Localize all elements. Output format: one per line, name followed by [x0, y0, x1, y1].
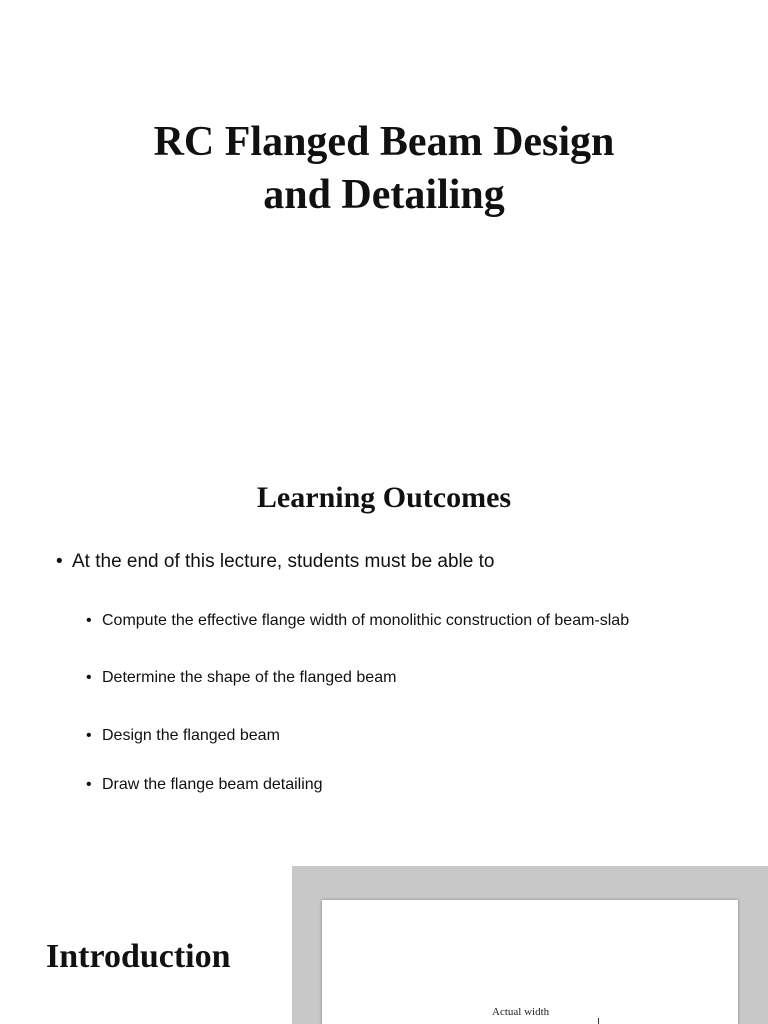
introduction-heading: Introduction [46, 938, 231, 975]
dimension-tick [598, 1018, 599, 1024]
lead-bullet [56, 550, 494, 574]
outcome-item [86, 725, 280, 747]
title-line-1: RC Flanged Beam Design [153, 119, 615, 165]
figure-label: Actual width [492, 1006, 550, 1018]
bullet-icon: • [56, 551, 63, 572]
bullet-icon: • [86, 776, 92, 793]
outcome-text: Design the flanged beam [102, 727, 280, 744]
bullet-icon: • [86, 669, 92, 686]
outcome-item [86, 610, 629, 632]
figure-paper [322, 900, 738, 1024]
lead-text: At the end of this lecture, students must be able to [72, 551, 495, 572]
bullet-icon: • [86, 612, 92, 629]
learning-outcomes-slide [0, 430, 768, 860]
outcome-text: Determine the shape of the flanged beam [102, 669, 397, 686]
outcome-text: Compute the effective flange width of monolithic construction of beam-slab [102, 612, 630, 629]
bullet-icon: • [86, 727, 92, 744]
figure-image [292, 866, 768, 1024]
presentation-title [0, 116, 768, 222]
outcome-item [86, 774, 323, 796]
learning-outcomes-heading: Learning Outcomes [256, 481, 512, 514]
title-slide [0, 0, 768, 430]
outcome-text: Draw the flange beam detailing [102, 776, 323, 793]
title-line-2: and Detailing [263, 172, 505, 218]
introduction-slide [0, 860, 768, 1024]
outcome-item [86, 667, 396, 689]
